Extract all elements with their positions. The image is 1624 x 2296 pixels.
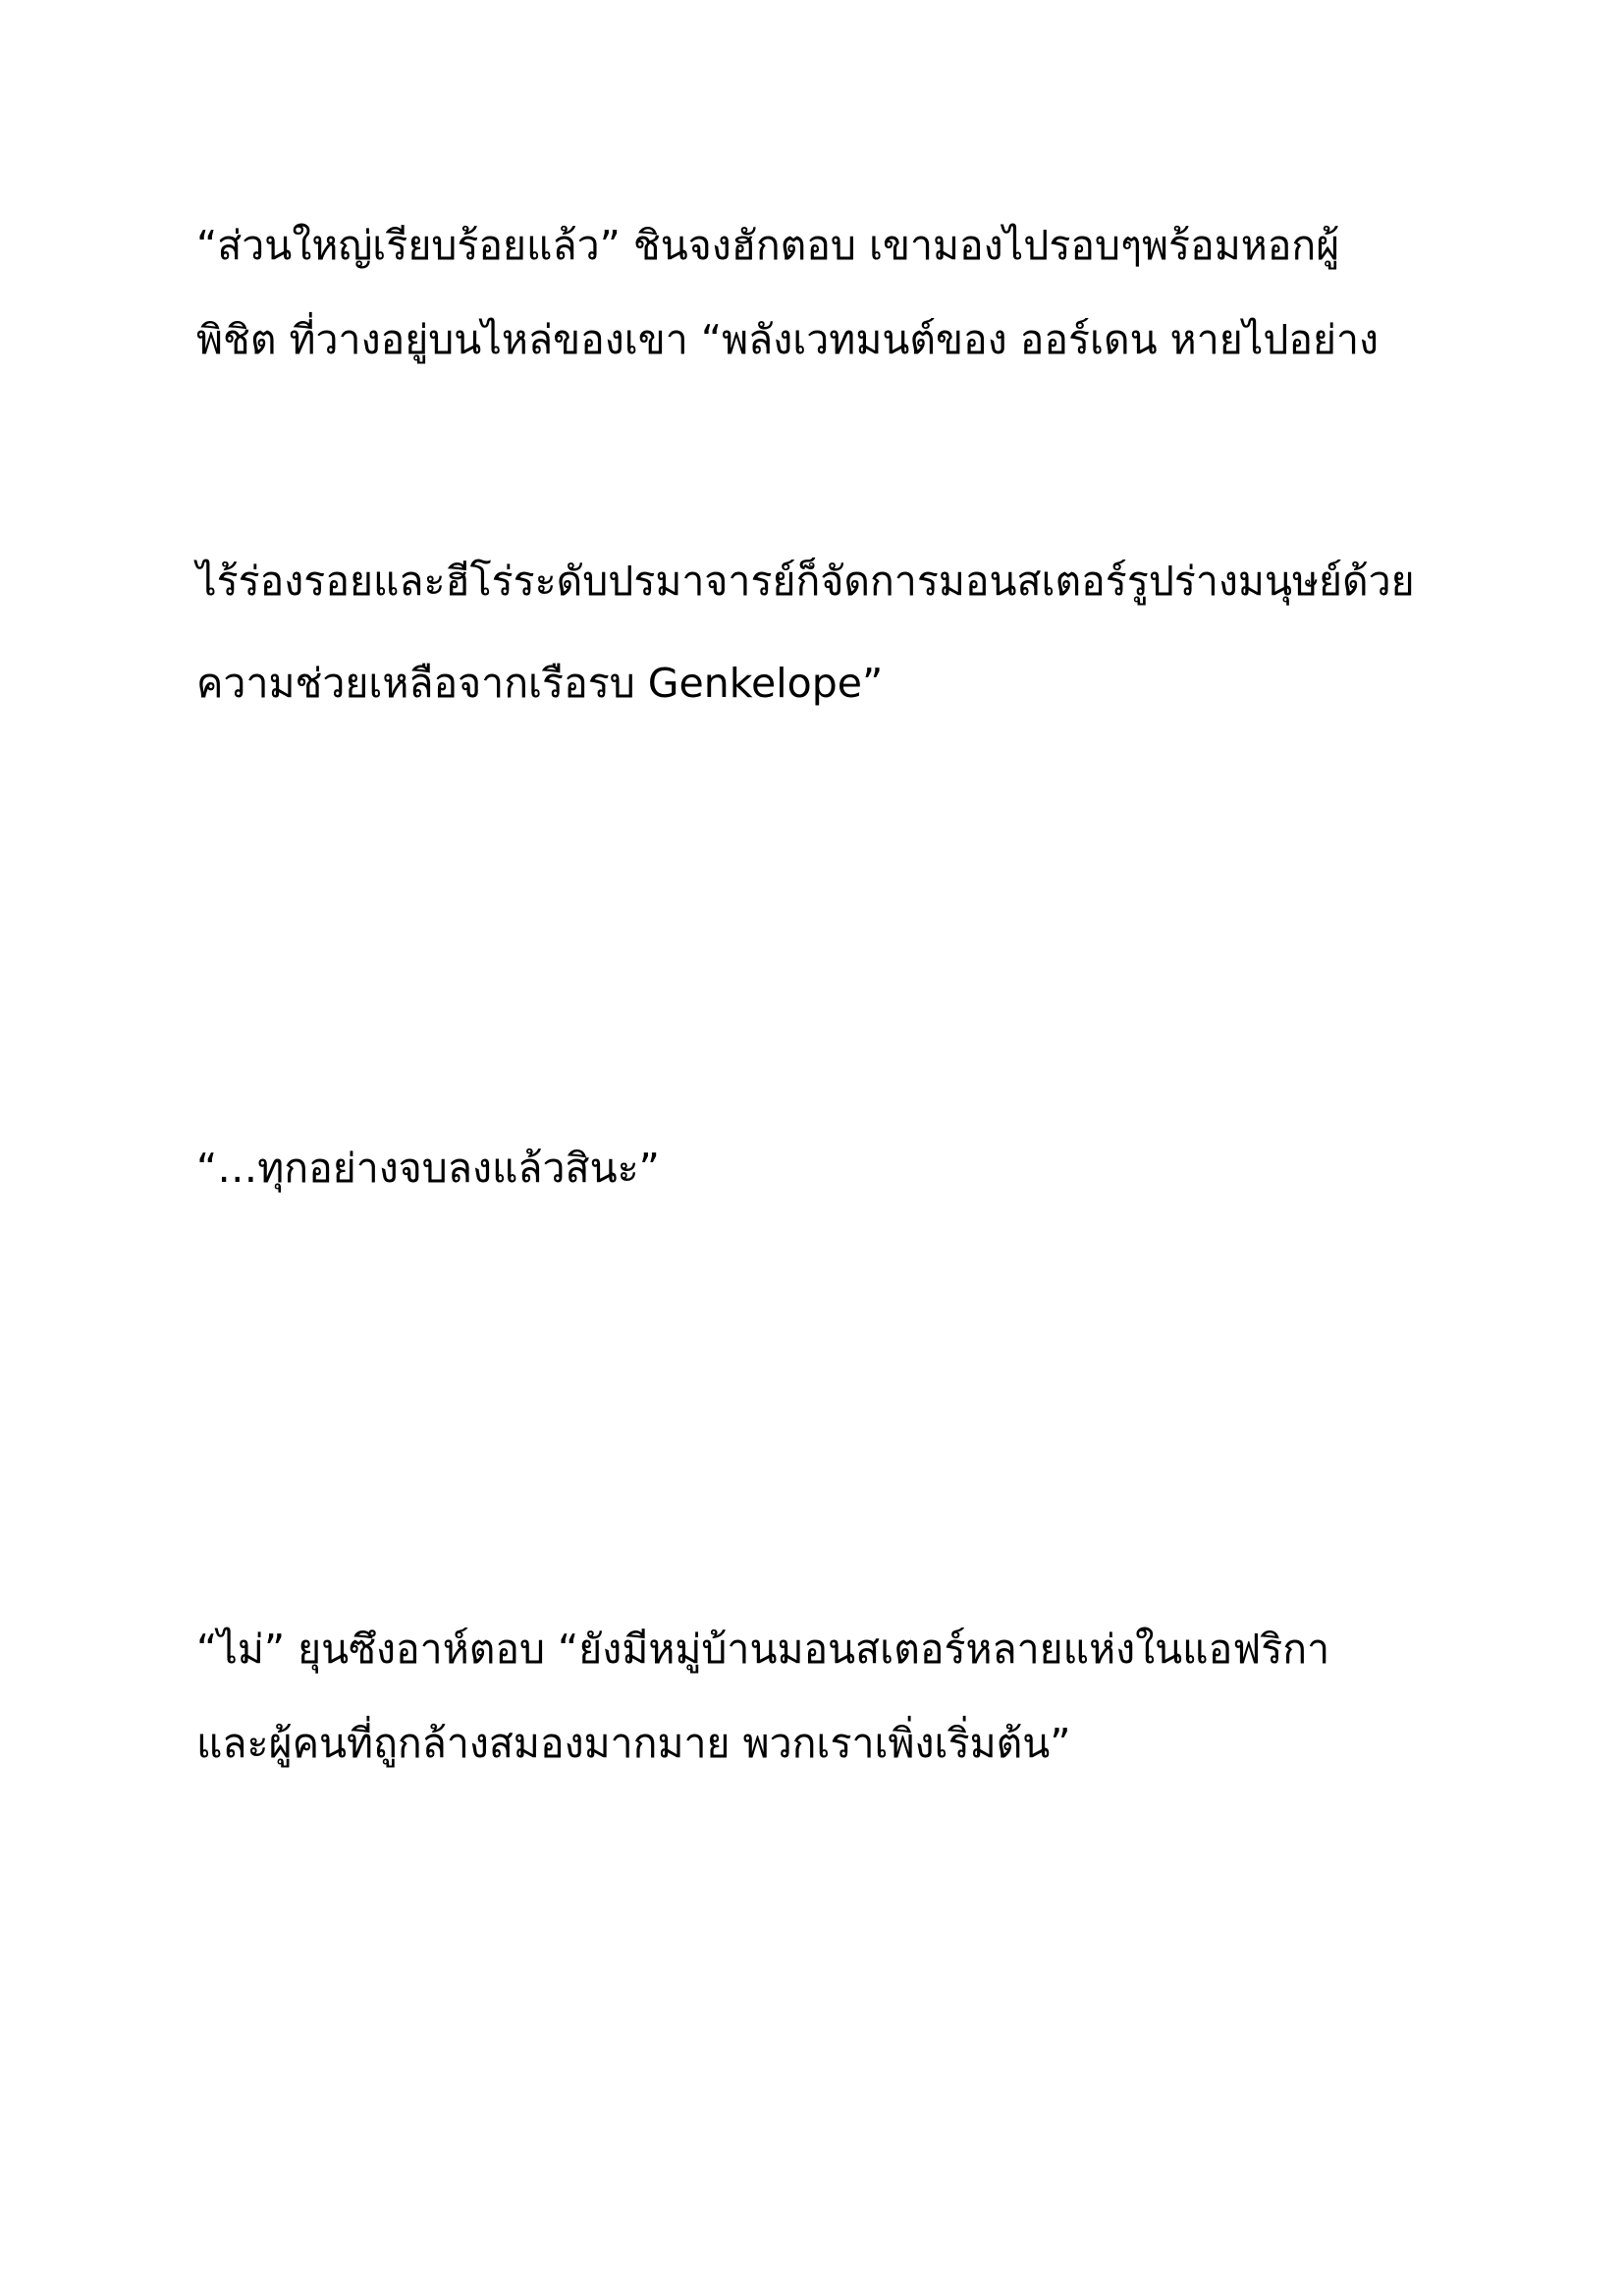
paragraph-3-line-1: “…ทุกอย่างจบลงแล้วสินะ”: [196, 1145, 660, 1192]
paragraph-1-line-1: “ส่วนใหญ่เรียบร้อยแล้ว” ชินจงฮักตอบ เขามองไปรอบๆพร้อมหอกผู้: [196, 222, 1340, 269]
paragraph-1-line-2: พิชิต ที่วางอยู่บนไหล่ของเขา “พลังเวทมนต์ของ ออร์เดน หายไปอย่าง: [196, 316, 1380, 363]
paragraph-4-line-1: “ไม่” ยุนซึงอาห์ตอบ “ยังมีหมู่บ้านมอนสเตอร์หลายแห่งในแอฟริกา: [196, 1626, 1330, 1673]
paragraph-2-line-1: ไร้ร่องรอยและฮีโร่ระดับปรมาจารย์ก็จัดการมอนสเตอร์รูปร่างมนุษย์ด้วย: [196, 558, 1415, 605]
paragraph-2-line-2: ความช่วยเหลือจากเรือรบ Genkelope”: [196, 660, 884, 707]
paragraph-4-line-2: และผู้คนที่ถูกล้างสมองมากมาย พวกเราเพิ่งเริ่มต้น”: [196, 1720, 1071, 1767]
